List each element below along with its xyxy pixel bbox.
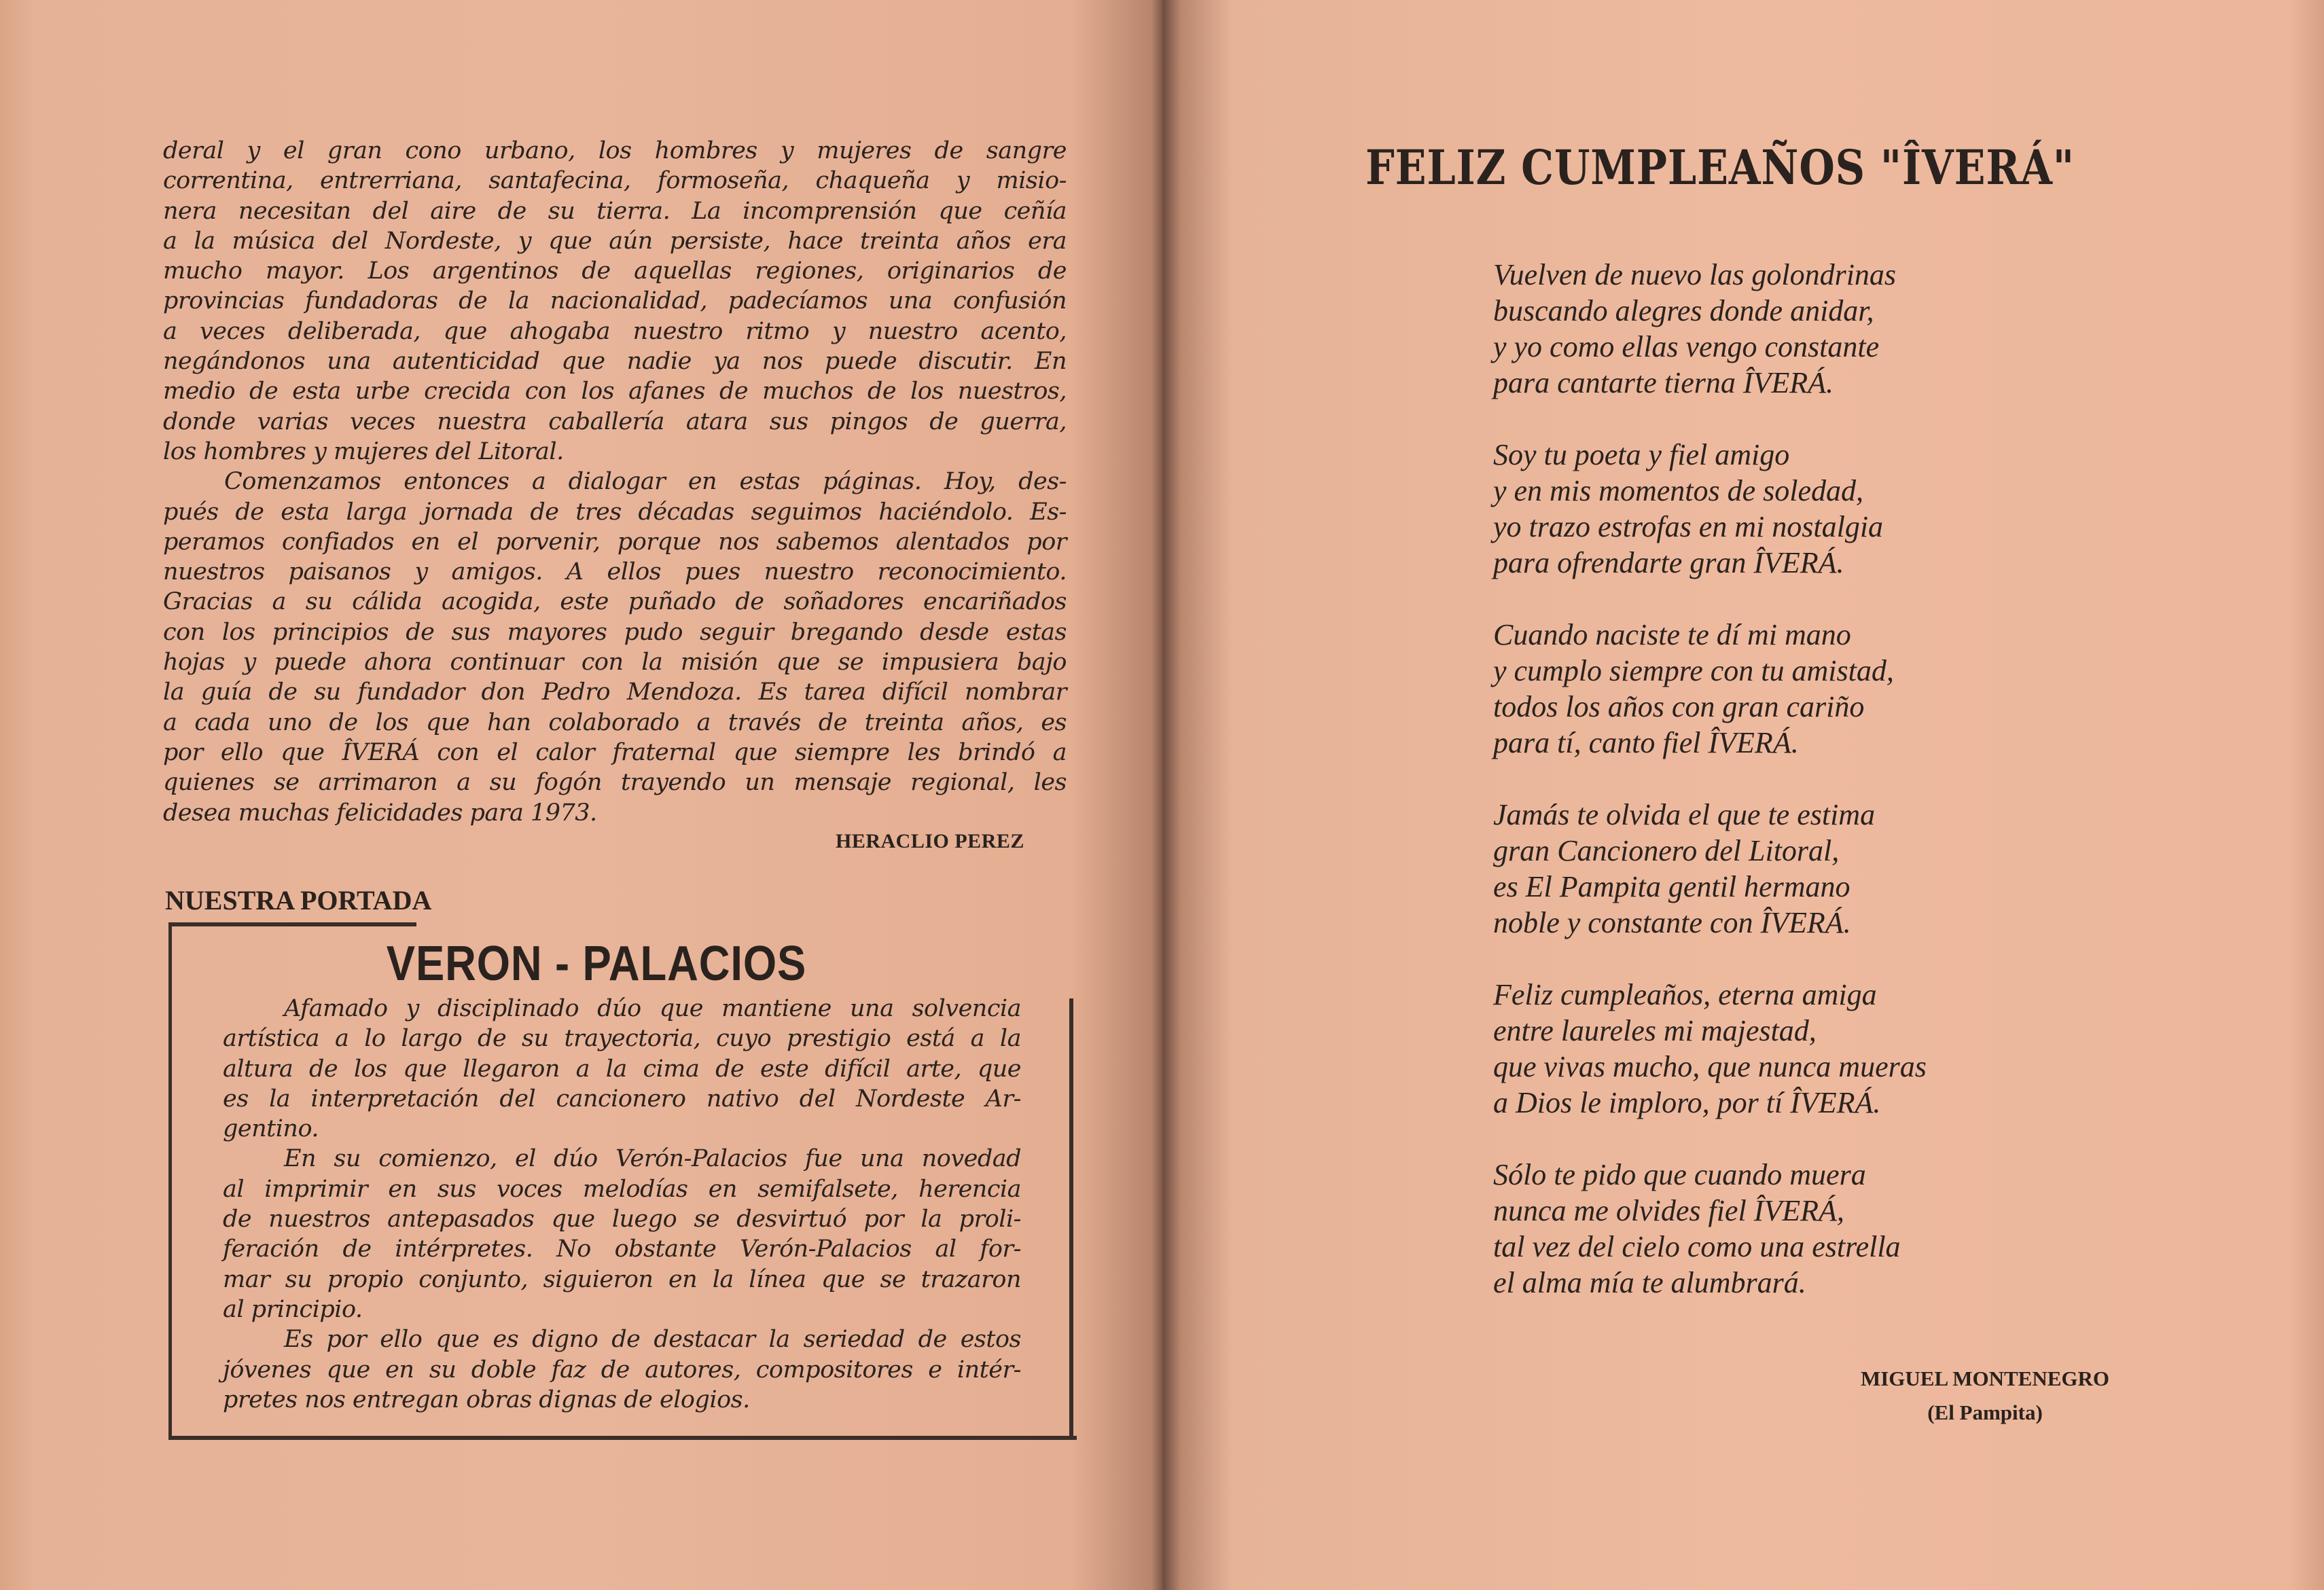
poem-line: para cantarte tierna ÎVERÁ. — [1493, 366, 1834, 399]
poem-line: entre laureles mi majestad, — [1493, 1014, 1817, 1047]
text-line: hojas y puede ahora continuar con la misión que se impusiera bajo — [163, 649, 1067, 676]
poem-line: Sólo te pido que cuando muera — [1493, 1158, 1866, 1191]
text-line: al imprimir en sus voces melodías en semifalsete, herencia — [223, 1175, 1021, 1203]
text-line: a cada uno de los que han colaborado a través de treinta años, es — [163, 708, 1067, 736]
cover-body — [223, 994, 1021, 1415]
text-line: pués de esta larga jornada de tres décadas seguimos haciéndolo. Es- — [163, 498, 1067, 526]
text-line: donde varias veces nuestra caballería atara sus pingos de guerra, — [163, 408, 1067, 435]
poem-stanza — [1493, 977, 1927, 1121]
text-line: nera necesitan del aire de su tierra. La incomprensión que ceñía — [163, 197, 1067, 225]
article-body — [163, 136, 1067, 828]
text-line: desea muchas felicidades para 1973. — [163, 799, 597, 827]
text-line: quienes se arrimaron a su fogón trayendo un mensaje regional, les — [163, 769, 1067, 797]
poet-name: MIGUEL MONTENEGRO — [1860, 1367, 2109, 1390]
box-border-right — [1069, 998, 1073, 1440]
text-line: de nuestros antepasados que luego se desvirtuó por la proli- — [223, 1206, 1021, 1233]
text-line: feración de intérpretes. No obstante Verón-Palacios al for- — [223, 1235, 1021, 1263]
cover-box — [168, 922, 1077, 1440]
poem-line: yo trazo estrofas en mi nostalgia — [1493, 510, 1884, 543]
poem-line: para tí, canto fiel ÎVERÁ. — [1493, 726, 1799, 759]
text-line: nuestros paisanos y amigos. A ellos pues nuestro reconocimiento. — [163, 558, 1067, 586]
poem-title: FELIZ CUMPLEAÑOS "ÎVERÁ" — [1365, 139, 2075, 196]
poem-line: todos los años con gran cariño — [1493, 690, 1865, 723]
poem-signature — [1815, 1362, 2155, 1430]
text-line: es la interpretación del cancionero nativo del Nordeste Ar- — [223, 1085, 1021, 1113]
poem-line: Vuelven de nuevo las golondrinas — [1493, 258, 1897, 291]
text-line: correntina, entrerriana, santafecina, formoseña, chaqueña y misio- — [163, 167, 1067, 195]
poem-stanza — [1493, 797, 1927, 941]
poem-stanza — [1493, 257, 1927, 401]
poem-stanza — [1493, 617, 1927, 761]
right-page — [1163, 0, 2324, 1590]
poem-stanza — [1493, 437, 1927, 581]
poem-line: y en mis momentos de soledad, — [1493, 474, 1864, 507]
poem-line: y yo como ellas vengo constante — [1493, 330, 1880, 363]
poem-line: y cumplo siempre con tu amistad, — [1493, 654, 1894, 687]
poem-line: Soy tu poeta y fiel amigo — [1493, 438, 1790, 471]
text-line: al principio. — [223, 1295, 363, 1323]
text-line: la guía de su fundador don Pedro Mendoza. Es tarea difícil nombrar — [163, 679, 1067, 706]
article-signature: HERACLIO PEREZ — [836, 830, 1024, 852]
text-line: a veces deliberada, que ahogaba nuestro ritmo y nuestro acento, — [163, 317, 1067, 345]
text-line: Afamado y disciplinado dúo que mantiene una solvencia — [284, 995, 1021, 1022]
text-line: provincias fundadoras de la nacionalidad, padecíamos una confusión — [163, 287, 1067, 315]
text-line: En su comienzo, el dúo Verón-Palacios fue una novedad — [284, 1145, 1021, 1173]
text-line: mucho mayor. Los argentinos de aquellas regiones, originarios de — [163, 257, 1067, 285]
text-line: Gracias a su cálida acogida, este puñado de soñadores encariñados — [163, 588, 1067, 616]
text-line: por ello que ÎVERÁ con el calor fraternal que siempre les brindó a — [163, 738, 1067, 766]
poem-stanza — [1493, 1157, 1927, 1301]
poem-line: es El Pampita gentil hermano — [1493, 870, 1851, 903]
text-line: pretes nos entregan obras dignas de elogios. — [223, 1386, 750, 1413]
text-line: artística a lo largo de su trayectoria, cuyo prestigio está a la — [223, 1025, 1021, 1053]
text-line: mar su propio conjunto, siguieron en la línea que se trazaron — [223, 1265, 1021, 1293]
text-line: a la música del Nordeste, y que aún persiste, hace treinta años era — [163, 227, 1067, 255]
poem-line: buscando alegres donde anidar, — [1493, 294, 1874, 327]
text-line: Comenzamos entonces a dialogar en estas páginas. Hoy, des- — [224, 468, 1067, 496]
poem-line: gran Cancionero del Litoral, — [1493, 834, 1840, 867]
poem-line: para ofrendarte gran ÎVERÁ. — [1493, 546, 1844, 579]
poem-line: Feliz cumpleaños, eterna amiga — [1493, 978, 1877, 1011]
text-line: negándonos una autenticidad que nadie ya nos puede discutir. En — [163, 348, 1067, 376]
poem — [1493, 257, 1927, 1337]
poem-line: Cuando naciste te dí mi mano — [1493, 618, 1851, 651]
poem-line: que vivas mucho, que nunca mueras — [1493, 1050, 1927, 1083]
text-line: jóvenes que en su doble faz de autores, compositores e intér- — [223, 1356, 1021, 1384]
poem-line: nunca me olvides fiel ÎVERÁ, — [1493, 1194, 1844, 1227]
poem-line: Jamás te olvida el que te estima — [1493, 798, 1876, 831]
poem-line: tal vez del cielo como una estrella — [1493, 1230, 1901, 1263]
poet-alias: (El Pampita) — [1927, 1401, 2043, 1424]
text-line: los hombres y mujeres del Litoral. — [163, 437, 564, 465]
text-line: gentino. — [223, 1115, 319, 1143]
cover-title: VERON - PALACIOS — [386, 937, 807, 991]
text-line: medio de esta urbe crecida con los afanes de muchos de los nuestros, — [163, 378, 1067, 405]
poem-line: noble y constante con ÎVERÁ. — [1493, 906, 1851, 939]
text-line: deral y el gran cono urbano, los hombres y mujeres de sangre — [163, 137, 1067, 164]
text-line: Es por ello que es digno de destacar la seriedad de estos — [284, 1326, 1021, 1354]
poem-line: a Dios le imploro, por tí ÎVERÁ. — [1493, 1086, 1881, 1119]
text-line: peramos confiados en el porvenir, porque nos sabemos alentados por — [163, 528, 1067, 556]
text-line: altura de los que llegaron a la cima de este difícil arte, que — [223, 1055, 1021, 1083]
poem-line: el alma mía te alumbrará. — [1493, 1266, 1806, 1299]
text-line: con los principios de sus mayores pudo seguir bregando desde estas — [163, 618, 1067, 646]
cover-section-label: NUESTRA PORTADA — [165, 885, 432, 916]
